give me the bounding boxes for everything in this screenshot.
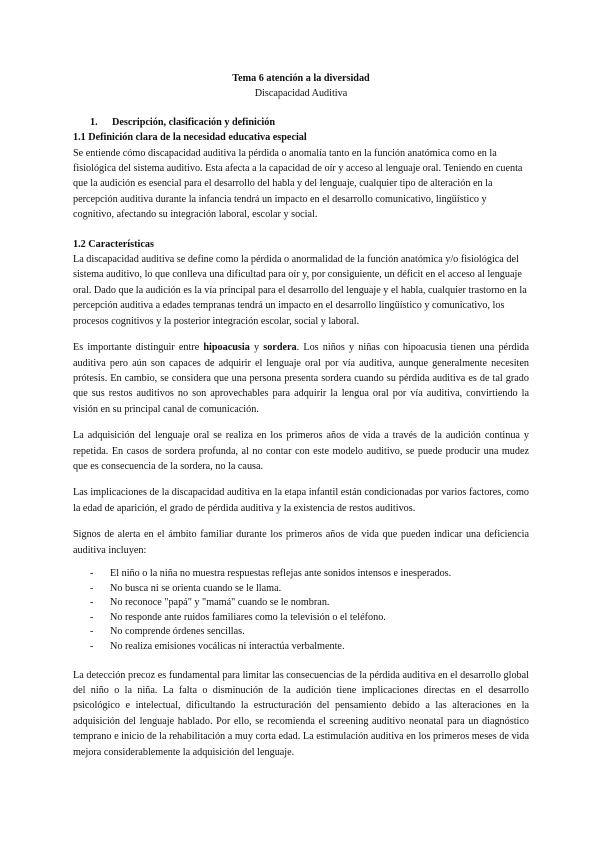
list-item bbox=[73, 625, 529, 640]
subsection-heading-1-2: 1.2 Características bbox=[73, 238, 154, 250]
characteristics-paragraph-3: La adquisición del lenguaje oral se realiza en los primeros años de vida a través de la audición continua y repetida. En casos de sordera profunda, al no contar con este modelo auditivo, se puede producir una mudez que es consecuencia de la sordera, no la causa. bbox=[73, 430, 529, 472]
list-item bbox=[73, 611, 529, 626]
list-dash: - bbox=[90, 611, 94, 623]
list-dash: - bbox=[90, 626, 94, 638]
text-fragment: . Los niños y niñas con hipoacusia tienen una pérdida auditiva pero aún son capaces de adquirir el lenguaje oral por vía auditiva, aunque generalmente necesiten prótesis. En cambio, se considera que una persona presenta sordera cuando su pérdida auditiva es de tal grado que sus restos auditivos no son aprovechables para adquirir la lengua oral por vía auditiva, convirtiendo la visión en su principal canal de comunicación. bbox=[73, 342, 530, 415]
list-item bbox=[73, 582, 529, 597]
list-dash: - bbox=[90, 597, 94, 609]
list-dash: - bbox=[90, 567, 94, 579]
document-page bbox=[73, 71, 529, 760]
list-item-text: No comprende órdenes sencillas. bbox=[110, 626, 245, 638]
list-item bbox=[73, 640, 529, 655]
characteristics-paragraph-4: Las implicaciones de la discapacidad auditiva en la etapa infantil están condicionadas por varios factores, como la edad de aparición, el grado de pérdida auditiva y la existencia de restos auditivos. bbox=[73, 487, 529, 514]
term-hipoacusia: hipoacusia bbox=[203, 342, 250, 354]
section-title: Descripción, clasificación y definición bbox=[112, 116, 275, 128]
list-item-text: No busca ni se orienta cuando se le llama. bbox=[110, 582, 282, 594]
characteristics-paragraph-1: La discapacidad auditiva se define como la pérdida o anormalidad de la función anatómica y/o fisiológica del sistema auditivo, lo que conlleva una dificultad para oír y, por consiguiente, un déficit en el acceso al lenguaje oral. Dado que la audición es la vía principal para el desarrollo del lenguaje y el habla, cualquier trastorno en la percepción auditiva a edades tempranas tendrá un impacto en el desarrollo lingüístico y comunicativo, los procesos cognitivos y la posterior integración escolar, social y laboral. bbox=[73, 254, 527, 327]
text-fragment: y bbox=[249, 342, 264, 354]
alert-signs-intro: Signos de alerta en el ámbito familiar durante los primeros años de vida que pueden indicar una deficiencia auditiva incluyen: bbox=[73, 529, 529, 556]
term-sordera: sordera bbox=[263, 342, 297, 354]
document-title: Tema 6 atención a la diversidad bbox=[232, 73, 370, 84]
early-detection-paragraph: La detección precoz es fundamental para limitar las consecuencias de la pérdida auditiva en el desarrollo global del niño o la niña. La falta o disminución de la audición tiene implicaciones directas en el desarrollo psicológico e intelectual, dificultando la estructuración del pensamiento debido a las alteraciones en la adquisición del lenguaje hablado. Por ello, se recomienda el screening auditivo neonatal para un diagnóstico temprano e inicio de la rehabilitación a muy corta edad. La estimulación auditiva en los primeros meses de vida mejora considerablemente la adquisición del lenguaje. bbox=[73, 669, 529, 758]
alert-signs-list bbox=[73, 567, 529, 655]
list-item-text: No realiza emisiones vocálicas ni interactúa verbalmente. bbox=[110, 640, 345, 652]
subsection-heading-1-1: 1.1 Definición clara de la necesidad educativa especial bbox=[73, 132, 307, 144]
list-item-text: El niño o la niña no muestra respuestas reflejas ante sonidos intensos e inesperados. bbox=[110, 567, 452, 579]
section-number: 1. bbox=[90, 116, 98, 128]
list-dash: - bbox=[90, 582, 94, 594]
document-subtitle: Discapacidad Auditiva bbox=[254, 88, 348, 100]
section-heading-1 bbox=[73, 115, 529, 130]
list-item-text: No reconoce "papá" y "mamá" cuando se le nombran. bbox=[110, 597, 330, 609]
list-dash: - bbox=[90, 640, 94, 652]
list-item-text: No responde ante ruidos familiares como la televisión o el teléfono. bbox=[110, 611, 386, 623]
characteristics-paragraph-2 bbox=[73, 340, 529, 417]
list-item bbox=[73, 567, 529, 582]
list-item bbox=[73, 596, 529, 611]
definition-paragraph: Se entiende cómo discapacidad auditiva la pérdida o anomalía tanto en la función anatómica como en la fisiológica del sistema auditivo. Esta afecta a la capacidad de oír y acceso al lenguaje oral. Teniendo en cuenta que la audición es esencial para el desarrollo del habla y del lenguaje, cualquier tipo de alteración en la percepción auditiva durante la infancia tendrá un impacto en el desarrollo comunicativo, lingüístico y cognitivo, afectando su integración laboral, escolar y social. bbox=[73, 147, 523, 221]
text-fragment: Es importante distinguir entre bbox=[73, 342, 204, 354]
